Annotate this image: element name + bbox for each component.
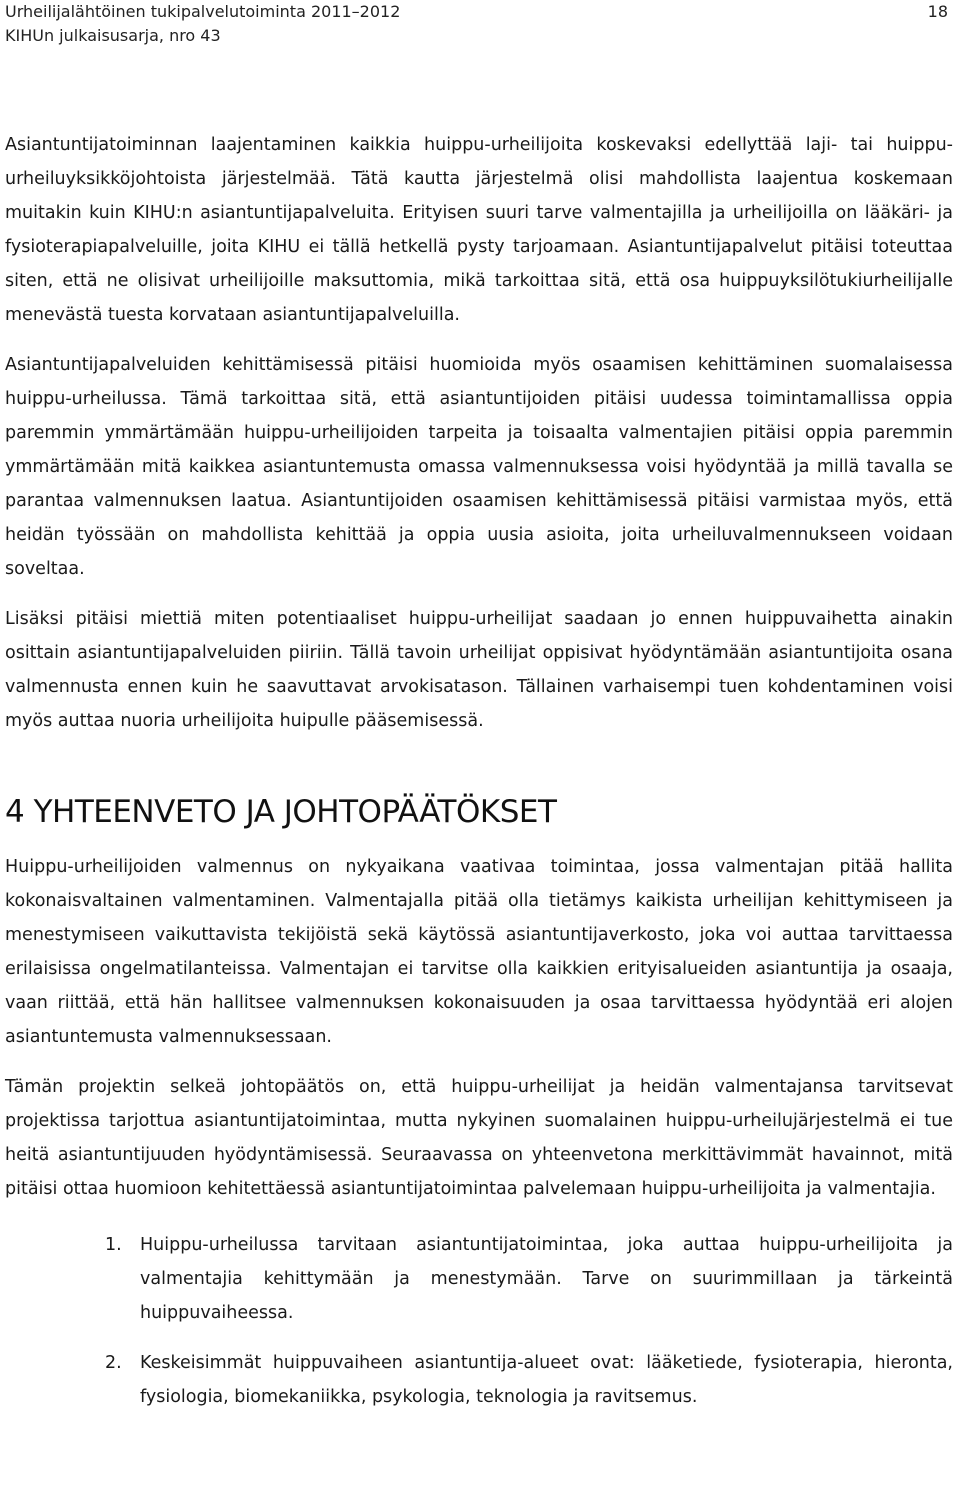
list-item [5,1228,953,1330]
paragraph: Huippu-urheilijoiden valmennus on nykyaikana vaativaa toimintaa, jossa valmentajan pitää hallita kokonaisvaltainen valmentaminen. Valmentajalla pitää olla tietämys kaikista urheilijan kehittymiseen ja menestymiseen vaikuttavista tekijöistä sekä käytössä asiantuntijaverkosto, joka voi auttaa tarvittaessa erilaisissa ongelmatilanteissa. Valmentajan ei tarvitse olla kaikkien erityisalueiden asiantuntija ja osaaja, vaan riittää, että hän hallitsee valmennuksen kokonaisuuden ja osaa tarvittaessa hyödyntää eri alojen asiantuntemusta valmennuksessaan. [5,857,953,1047]
publication-title: KIHUn julkaisusarja, nro 43 [5,26,221,45]
list-text: Keskeisimmät huippuvaiheen asiantuntija-alueet ovat: lääketiede, fysioterapia, hieronta, fysiologia, biomekaniikka, psykologia, teknologia ja ravitsemus. [140,1353,953,1407]
paragraph: Lisäksi pitäisi miettiä miten potentiaaliset huippu-urheilijat saadaan jo ennen huippuvaihetta ainakin osittain asiantuntijapalveluiden piiriin. Tällä tavoin urheilijat oppisivat hyödyntämään asiantuntijoita osana valmennusta ennen kuin he saavuttavat arvokisatason. Tällainen varhaisempi tuen kohdentaminen voisi myös auttaa nuoria urheilijoita huipulle pääsemisessä. [5,609,953,731]
list-number: 2. [105,1353,122,1373]
paragraph: Tämän projektin selkeä johtopäätös on, että huippu-urheilijat ja heidän valmentajansa tarvitsevat projektissa tarjottua asiantuntijatoimintaa, mutta nykyinen suomalainen huippu-urheilujärjestelmä ei tue heitä asiantuntijuuden hyödyntämisessä. Seuraavassa on yhteenvetona merkittävimmät havainnot, mitä pitäisi ottaa huomioon kehitettäessä asiantuntijatoimintaa palvelemaan huippu-urheilijoita ja valmentajia. [5,1077,953,1199]
list-item [5,1346,953,1414]
series-title: Urheilijalähtöinen tukipalvelutoiminta 2011–2012 [5,2,401,21]
page-body [5,128,953,1414]
list-number: 1. [105,1235,122,1255]
list-text: Huippu-urheilussa tarvitaan asiantuntijatoimintaa, joka auttaa huippu-urheilijoita ja valmentajia kehittymään ja menestymään. Tarve on suurimmillaan ja tärkeintä huippuvaiheessa. [140,1235,953,1323]
paragraph: Asiantuntijapalveluiden kehittämisessä pitäisi huomioida myös osaamisen kehittäminen suomalaisessa huippu-urheilussa. Tämä tarkoittaa sitä, että asiantuntijoiden pitäisi uudessa toimintamallissa oppia paremmin ymmärtämään huippu-urheilijoiden tarpeita ja toisaalta valmentajien pitäisi oppia paremmin ymmärtämään mitä kaikkea asiantuntemusta omassa valmennuksessa voisi hyödyntää ja millä tavalla se parantaa valmennuksen laatua. Asiantuntijoiden osaamisen kehittämisessä pitäisi varmistaa myös, että heidän työssään on mahdollista kehittää ja oppia uusia asioita, joita urheiluvalmennukseen voidaan soveltaa. [5,355,953,579]
running-header [5,0,948,48]
section-heading: 4 YHTEENVETO JA JOHTOPÄÄTÖKSET [5,794,557,830]
page-number: 18 [927,2,948,21]
paragraph: Asiantuntijatoiminnan laajentaminen kaikkia huippu-urheilijoita koskevaksi edellyttää laji- tai huippu-urheiluyksikköjohtoista järjestelmää. Tätä kautta järjestelmä olisi mahdollista laajentua koskemaan muitakin kuin KIHU:n asiantuntijapalveluita. Erityisen suuri tarve valmentajilla ja urheilijoilla on lääkäri- ja fysioterapiapalveluille, joita KIHU ei tällä hetkellä pysty tarjoamaan. Asiantuntijapalvelut pitäisi toteuttaa siten, että ne olisivat urheilijoille maksuttomia, mikä tarkoittaa sitä, että osa huippuyksilötukiurheilijalle menevästä tuesta korvataan asiantuntijapalveluilla. [5,135,953,325]
findings-list [5,1228,953,1414]
